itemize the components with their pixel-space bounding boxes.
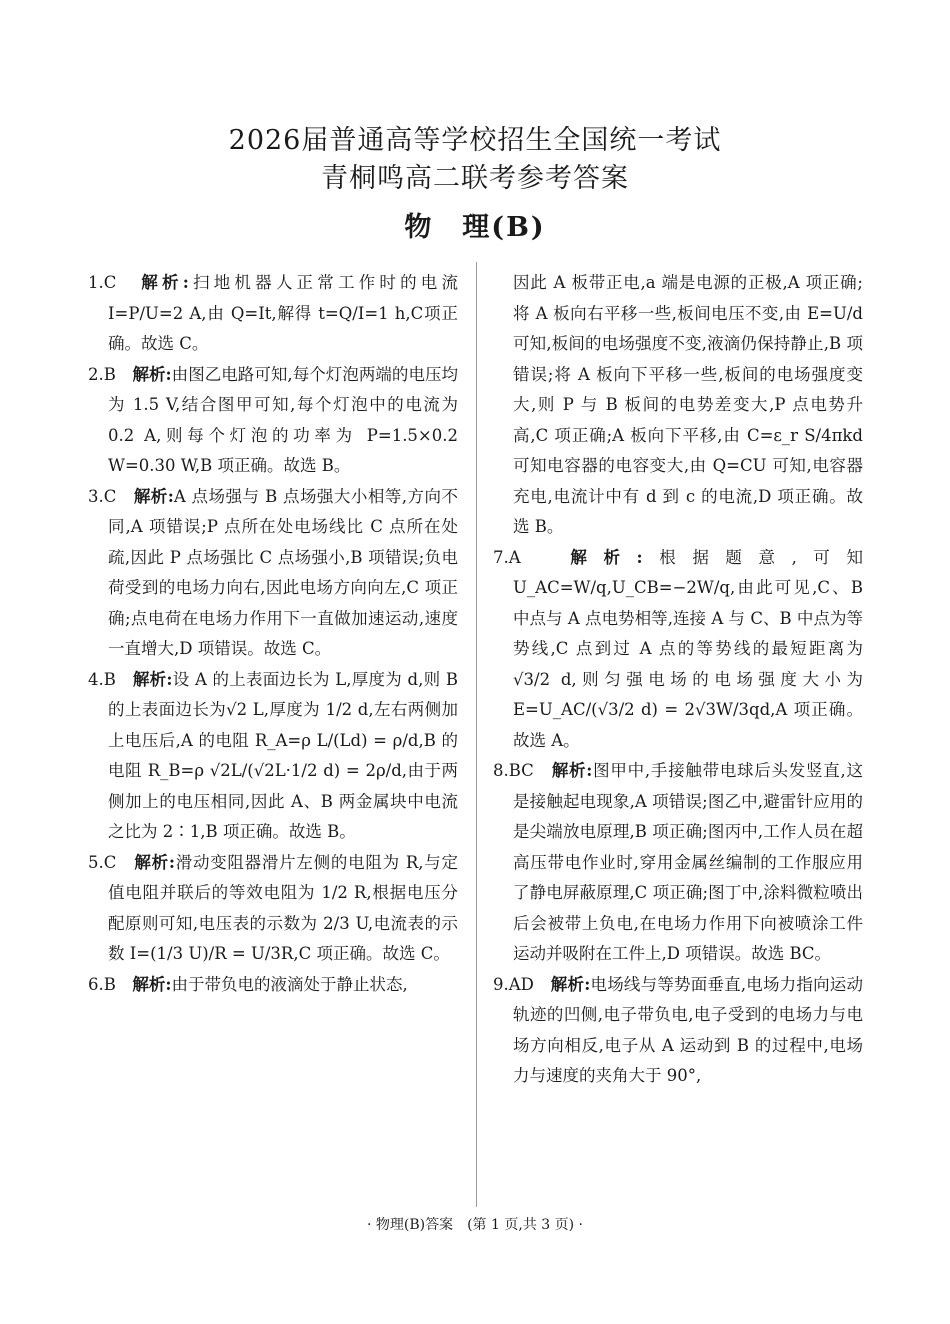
answer-number: 5.C xyxy=(88,852,117,872)
answer-item xyxy=(88,970,458,1001)
answer-number: 2.B xyxy=(88,364,116,384)
answer-item xyxy=(88,482,458,665)
analysis-label: 解析: xyxy=(132,974,172,994)
answer-number: 9.AD xyxy=(493,974,534,994)
answer-number: 1.C xyxy=(88,273,117,292)
analysis-label: 解析: xyxy=(141,273,189,292)
answer-number: 3.C xyxy=(88,486,117,506)
answer-item xyxy=(493,970,863,1092)
analysis-label: 解析: xyxy=(132,669,173,689)
answer-number: 6.B xyxy=(88,974,116,994)
analysis-label: 解析: xyxy=(550,974,591,994)
left-column xyxy=(88,268,458,1000)
answer-item xyxy=(493,543,863,757)
column-divider xyxy=(476,262,477,1207)
page-footer: · 物理(B)答案 (第 1 页,共 3 页) · xyxy=(366,1217,583,1233)
analysis-text: 图甲中,手接触带电球后头发竖直,这是接触起电现象,A 项错误;图乙中,避雷针应用的是尖端放电原理,B 项正确;图丙中,工作人员在超高压带电作业时,穿用金属丝编制的工作服应用了静电屏蔽原理,C 项正确;图丁中,涂料微粒喷出后会被带上负电,在电场力作用下向被喷涂工件运动并吸附在工件上,D 项错误。故选 BC。 xyxy=(513,761,864,963)
answer-number: 7.A xyxy=(493,547,521,567)
analysis-label: 解析: xyxy=(570,547,643,567)
analysis-text: 因此 A 板带正电,a 端是电源的正极,A 项正确;将 A 板向右平移一些,板间电压不变,由 E=U/d 可知,板间的电场强度不变,液滴仍保持静止,B 项错误;将 A 板向下平移一些,板间的电场强度变大,则 P 与 B 板间的电势差变大,P 点电势升高,C 项正确;A 板向下平移,由 C=ε_r S/4πkd 可知电容器的电容变大,由 Q=CU 可知,电容器充电,电流计中有 d 到 c 的电流,D 项正确。故选 B。 xyxy=(513,273,863,536)
analysis-label: 解析: xyxy=(134,852,175,872)
answer-number: 4.B xyxy=(88,669,116,689)
exam-title: 2026届普通高等学校招生全国统一考试 xyxy=(228,125,722,156)
answer-item xyxy=(493,268,863,543)
answer-item xyxy=(88,268,458,360)
answer-item xyxy=(88,665,458,848)
answer-item xyxy=(88,848,458,970)
analysis-text: A 点场强与 B 点场强大小相等,方向不同,A 项错误;P 点所在处电场线比 C 点所在处疏,因此 P 点场强比 C 点场强小,B 项错误;负电荷受到的电场力向右,因此电场方向向左,C 项正确;点电荷在电场力作用下一直做加速运动,速度一直增大,D 项错误。故选 C。 xyxy=(108,486,458,658)
analysis-text: 设 A 的上表面边长为 L,厚度为 d,则 B 的上表面边长为√2 L,厚度为 1/2 d,左右两侧加上电压后,A 的电阻 R_A=ρ L/(Ld) = ρ/d,B 的电阻 R_B=ρ √2L/(√2L·1/2 d) = 2ρ/d,由于两侧加上的电压相同,因此 A、B 两金属块中电流之比为 2∶1,B 项正确。故选 B。 xyxy=(108,669,459,841)
analysis-text: 根据题意,可知 U_AC=W/q,U_CB=−2W/q,由此可见,C、B 中点与 A 点电势相等,连接 A 与 C、B 中点为等势线,C 点到过 A 点的等势线的最短距离为 √3/2 d,则匀强电场的电场强度大小为 E=U_AC/(√3/2 d) = 2√3W/3qd,A 项正确。故选 A。 xyxy=(513,547,864,750)
right-column xyxy=(493,268,863,1092)
exam-subtitle: 青桐鸣高二联考参考答案 xyxy=(321,163,629,194)
analysis-label: 解析: xyxy=(551,761,593,780)
analysis-text: 电场线与等势面垂直,电场力指向运动轨迹的凹侧,电子带负电,电子受到的电场力与电场方向相反,电子从 A 运动到 B 的过程中,电场力与速度的夹角大于 90°, xyxy=(513,974,863,1085)
analysis-text: 滑动变阻器滑片左侧的电阻为 R,与定值电阻并联后的等效电阻为 1/2 R,根据电压分配原则可知,电压表的示数为 2/3 U,电流表的示数 I=(1/3 U)/R = U/3R,C 项正确。故选 C。 xyxy=(108,852,459,963)
answer-item xyxy=(88,360,458,482)
analysis-text: 扫地机器人正常工作时的电流 I=P/U=2 A,由 Q=It,解得 t=Q/I=1 h,C项正确。故选 C。 xyxy=(108,273,459,353)
answer-item xyxy=(493,756,863,970)
analysis-label: 解析: xyxy=(133,486,174,506)
subject-title: 物 理(B) xyxy=(404,212,546,243)
analysis-text: 由图乙电路可知,每个灯泡两端的电压均为 1.5 V,结合图甲可知,每个灯泡中的电流为 0.2 A,则每个灯泡的功率为 P=1.5×0.2 W=0.30 W,B 项正确。故选 B。 xyxy=(108,364,459,475)
answer-number: 8.BC xyxy=(493,761,534,780)
analysis-label: 解析: xyxy=(132,364,172,384)
analysis-text: 由于带负电的液滴处于静止状态, xyxy=(171,974,408,994)
